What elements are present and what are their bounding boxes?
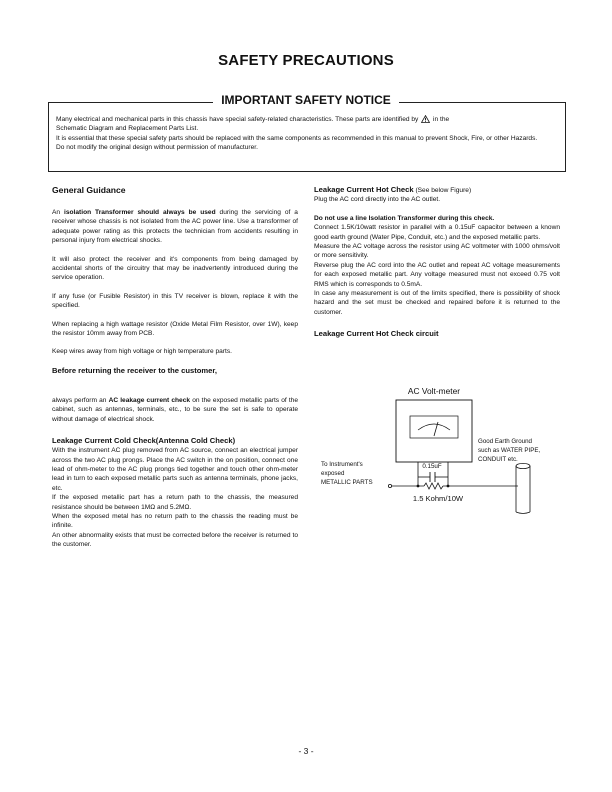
page-title: SAFETY PRECAUTIONS <box>218 52 394 69</box>
ground-label-1: Good Earth Ground <box>478 438 533 445</box>
right-column <box>314 185 560 339</box>
paragraph-fuse: If any fuse (or Fusible Resistor) in this TV receiver is blown, replace it with the specified. <box>52 292 298 310</box>
notice-line-3: It is essential that these special safety parts should be replaced with the same components as recommended in this manual to prevent Shock, Fire, or other Hazards. <box>56 134 538 142</box>
notice-line-4: Do not modify the original design without permission of manufacturer. <box>56 144 258 152</box>
instrument-label-1: To Instrument's <box>321 461 363 468</box>
water-pipe-icon <box>516 463 530 513</box>
paragraph-return-path: If the exposed metallic part has a return path to the chassis, the measured resistance should be between 1MΩ and 5.2MΩ. <box>52 494 298 511</box>
resistor <box>424 483 443 489</box>
left-column <box>52 185 298 550</box>
instrument-terminal <box>388 484 391 487</box>
ground-label-2: such as WATER PIPE, <box>478 447 541 454</box>
cold-check-heading: Leakage Current Cold Check(Antenna Cold Check) <box>52 436 236 446</box>
paragraph-leakage-check: always perform an AC leakage current check on the exposed metallic parts of the cabinet, such as antennas, terminals, etc., to be sure the set is safe to operate without damage of electrical shock. <box>52 396 298 423</box>
hot-check-circuit-diagram <box>314 384 560 524</box>
junction-left <box>417 485 420 488</box>
notice-heading: IMPORTANT SAFETY NOTICE <box>0 93 612 107</box>
paragraph-wires: Keep wires away from high voltage or high temperature parts. <box>52 348 232 356</box>
paragraph-reverse: Reverse plug the AC cord into the AC outlet and repeat AC voltage measurements for each exposed metallic part. Any voltage measured must not exceed 0.75 volt RMS which is corresponds to 0.5mA. <box>314 261 560 288</box>
paragraph-out-of-limits: In case any measurement is out of the limits specified, there is possibility of shock hazard and the set must be checked and repaired before it is returned to the customer. <box>314 290 560 316</box>
instrument-label-3: METALLIC PARTS <box>321 479 373 486</box>
notice-line-1: Many electrical and mechanical parts in this chassis have special safety-related characteristics. These parts are identified by in the <box>56 116 450 123</box>
notice-text <box>56 115 556 153</box>
page-number: - 3 - <box>298 746 314 756</box>
paragraph-abnormality: An other abnormality exists that must be corrected before the receiver is returned to the customer. <box>52 531 298 549</box>
paragraph-protection: It will also protect the receiver and it's components from being damaged by accidental shorts of the circuitry that may be inadvertently introduced during the service operation. <box>52 255 298 282</box>
paragraph-measure: Measure the AC voltage across the resistor using AC voltmeter with 1000 ohms/volt or more sensitivity. <box>314 243 560 260</box>
ground-label-3: CONDUIT etc. <box>478 456 518 463</box>
circuit-heading: Leakage Current Hot Check circuit <box>314 329 439 339</box>
paragraph-cold-check: With the instrument AC plug removed from AC source, connect an electrical jumper across the two AC plug prongs. Place the AC switch in the on position, connect one lead of ohm-meter to the AC plug prongs tied together and touch other ohm-meter lead in turn to each exposed metallic parts such as antenna terminals, phone jacks, etc. <box>52 447 298 492</box>
meter-label: AC Volt-meter <box>407 386 461 396</box>
paragraph-connect: Connect 1.5K/10watt resistor in parallel with a 0.15uF capacitor between a known good earth ground (Water Pipe, Conduit, etc.) and the exposed metallic parts. <box>314 224 560 241</box>
before-returning-heading: Before returning the receiver to the customer, <box>52 365 217 375</box>
notice-line-2: Schematic Diagram and Replacement Parts List. <box>56 125 199 133</box>
resistor-label: 1.5 Kohm/10W <box>412 494 464 503</box>
hot-check-heading-line: Leakage Current Hot Check (See below Figure) <box>314 185 472 194</box>
paragraph-no-return-path: When the exposed metal has no return path to the chassis the reading must be infinite. <box>52 512 298 530</box>
general-guidance-heading: General Guidance <box>52 185 126 195</box>
instrument-label-2: exposed <box>321 470 345 477</box>
junction-right <box>447 485 450 488</box>
paragraph-isolation: An isolation Transformer should always be used during the servicing of a receiver whose chassis is not isolated from the AC power line. Use a transformer of adequate power rating as this protects the technician from accidents resulting in personal injury from electrical shocks. <box>52 209 298 245</box>
paragraph-no-isolation: Do not use a line Isolation Transformer during this check. <box>314 214 495 222</box>
paragraph-plug: Plug the AC cord directly into the AC outlet. <box>314 196 441 204</box>
paragraph-resistor: When replacing a high wattage resistor (Oxide Metal Film Resistor, over 1W), keep the resistor 10mm away from PCB. <box>52 320 298 338</box>
capacitor-label: 0.15uF <box>422 463 442 470</box>
warning-triangle-icon <box>421 115 430 123</box>
